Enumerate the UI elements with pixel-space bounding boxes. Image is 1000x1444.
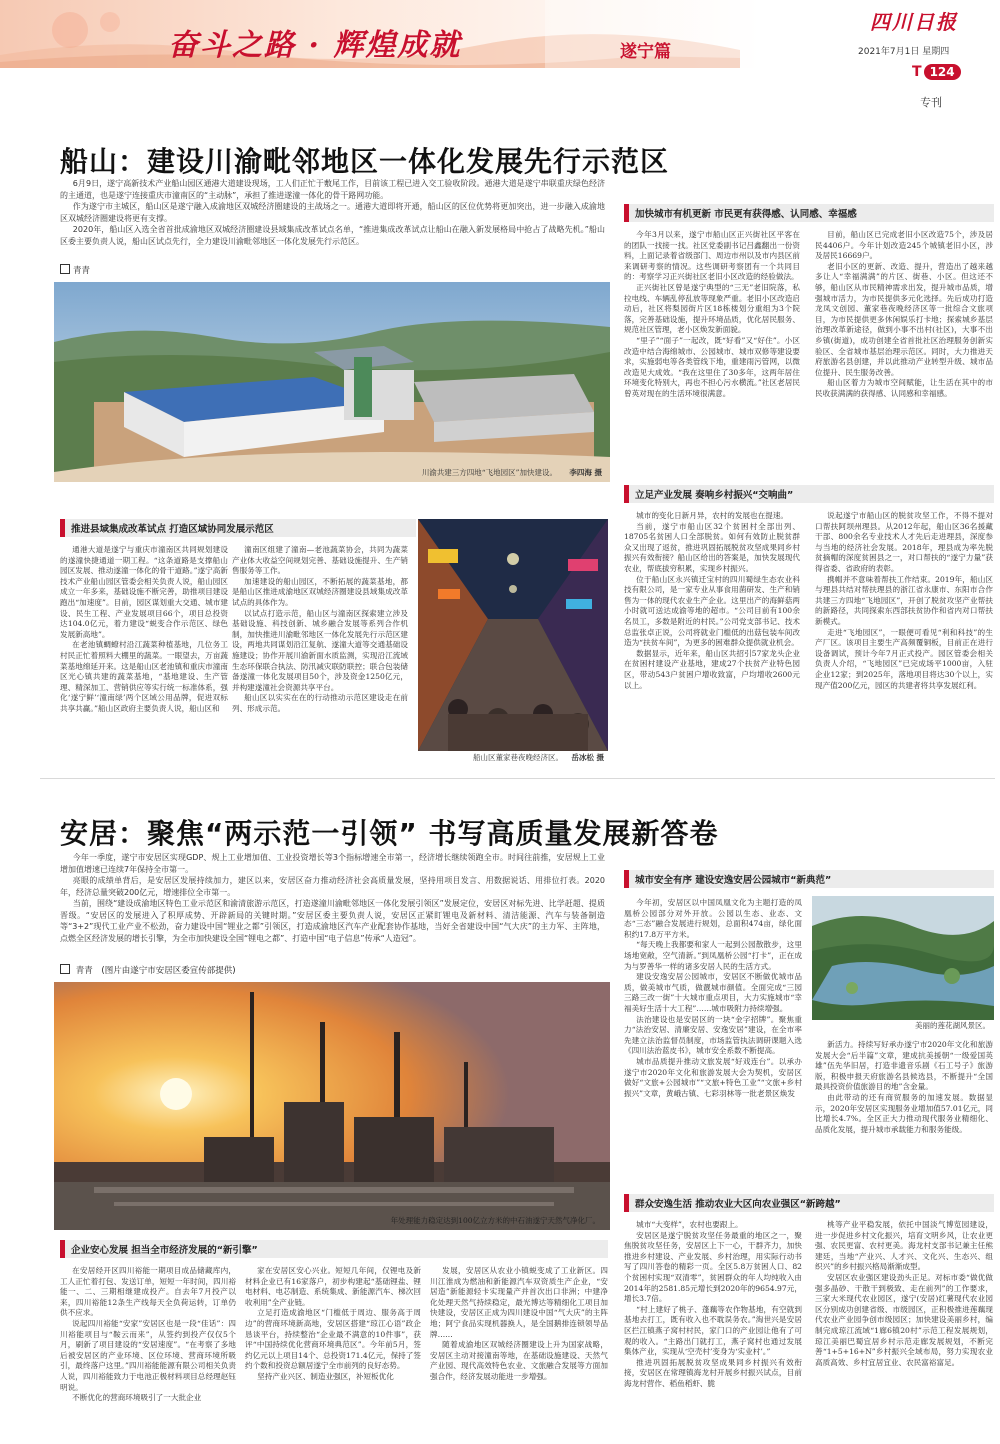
- photographer: 李四海 摄: [569, 468, 602, 477]
- section-marker-icon: [60, 1240, 65, 1258]
- story2-photo2: [812, 896, 994, 1032]
- photo-caption-text: 船山区董家巷夜晚经济区。: [472, 753, 563, 762]
- body-paragraph: 坚持产业兴区、制造业强区，补短板优化: [257, 1371, 394, 1381]
- body-paragraph: 走进“飞地园区”，一眼便可看见“利和科技”的生产厂区。该项目主要生产高频覆铜板，目前正在进行设备调试，预计今年7月正式投产。园区管委会相关负责人介绍，“飞地园区”已完成场平1000亩，入驻企业12家；到2025年，落地项目将达30个以上，实现产值200亿元，园区的共建者将共享发展红利。: [815, 627, 993, 690]
- section-marker-icon: [624, 1194, 629, 1212]
- section-title: 企业安心发展 担当全市经济发展的“新引擎”: [71, 1245, 258, 1256]
- photographer: 岳冰松 摄: [571, 753, 604, 762]
- section-title: 推进县域集成改革试点 打造区域协同发展示范区: [71, 524, 274, 535]
- story2-headline: 安居：聚焦“两示范一引领” 书写高质量发展新答卷: [60, 817, 719, 850]
- page-number-badge: [912, 64, 961, 80]
- night-street-photo: [418, 519, 608, 751]
- section-title: 加快城市有机更新 市民更有获得感、认同感、幸福感: [635, 209, 857, 220]
- body-paragraph: 今年3月以来，遂宁市船山区正兴街社区平客在的团队一找接一找。社区党委副书记吕鑫翻出一份资料，上面记录着省级部门、周边市州以及市内县区前来调研考察的情况。这些调研考察团有一个共同目的：考察学习正兴街社区老旧小区改造的经验做法。: [624, 230, 800, 282]
- body-paragraph: 携帽并不意味着帮扶工作结束。2019年，船山区与理县共结对帮扶理县的浙江省永康市、东阳市合作共建三方四地“飞地园区”，开创了脱贫攻坚产业帮扶的新路径，共同探索东西部扶贫协作和省内对口帮扶新模式。: [815, 574, 993, 626]
- lead-paragraph: 作为遂宁市主城区，船山区是遂宁融入成渝地区双城经济圈建设的主战场之一。通港大道即将开通，船山区的区位优势将更加突出，进一步融入成渝地区双城经济圈建设将更有支撑。: [60, 202, 605, 223]
- story1-photo2: [418, 519, 608, 764]
- body-paragraph: 安居区是遂宁脱贫攻坚任务最重的地区之一，聚焦脱贫攻坚任务，安居区上下一心，干群齐力，加快推进乡村建设、产业发展、乡村治理，用实际行动书写了四川答卷的精彩一页。全区5.8万贫困人口、82个贫困村实现“双清零”，贫困群众的年人均纯收入由2014年的2581.85元增长到2020年的9654.97元，增长3.7倍。: [624, 1230, 802, 1304]
- story1-col4: [815, 230, 993, 478]
- series-title: 奋斗之路 · 辉煌成就: [168, 28, 462, 63]
- body-paragraph: 通港大道是遂宁与重庆市潼南区共同规划建设的遂潼快捷通道一期工程。“这条道路是支撑船山园区发展、推动遂潼一体化的骨干道路。”遂宁高新技术产业船山园区管委会相关负责人说，船山园区成立一年多来，基础设施不断完善，助推项目建设跑出“加速度”。目前，园区谋划重大交通、城市建设、民生工程、产业发展项目66个，项目总投资达104.0亿元，着力建设“蜕变合作示范区、绿色发展新高地”。: [60, 545, 228, 639]
- body-paragraph: 说起四川裕能“安家”安居区也是一段“佳话”：四川裕能项目与“鞍云而来”，从签约到投产仅仅5个月，刷新了项目建设的“安居速度”。“在考察了多地后被安居区的产业环境、区位环境、营商环境所吸引，最终落户这里。”四川裕能能源有限公司相关负责人说，四川裕能致力于电池正极材料项目总经理赵钰明说。: [60, 1318, 236, 1392]
- body-paragraph: 说起遂宁市船山区的脱贫攻坚工作，不得不提对口帮扶阿坝州理县。从2012年起，船山区36名援藏干部、800余名专业技术人才先后走进理县，深度参与当地的经济社会发展。2018年，理县成为率先脱贫摘帽的深度贫困县之一，对口帮扶的“遂宁力量”获得省委、省政府的表彰。: [815, 511, 993, 573]
- page-number: 124: [924, 64, 961, 80]
- page-prefix: T: [912, 64, 922, 80]
- series-subtitle: 遂宁篇: [620, 42, 671, 62]
- story-divider: [40, 778, 995, 779]
- body-paragraph: 城市“大变样”，农村也要跟上。: [636, 1220, 743, 1229]
- body-paragraph: 加速建设的船山园区，不断拓展的蔬菜基地，都是船山区推进成渝地区双城经济圈建设县域集成改革试点的具体作为。: [232, 576, 408, 607]
- body-paragraph: 发展，安居区从农业小镇蜕变成了工业新区。四川江淮成为燃油和新能源汽车双资质生产企业，“安居造”新能源轻卡实现量产并首次出口非洲；中建净化处理天然气持续稳定，最光博达等精细化工项目加快建设，安居区正成为四川建设中国“气大庆”的主阵地；阿宁食品实现机器换人，是全国鹅排连锁领导品牌……: [430, 1266, 608, 1339]
- section-title: 立足产业发展 奏响乡村振兴“交响曲”: [635, 490, 794, 501]
- story1-section2-bar: [624, 204, 994, 222]
- section-marker-icon: [624, 204, 629, 222]
- story2-col4: [624, 898, 802, 1182]
- story1-photo: [54, 282, 610, 482]
- story2-lead: [60, 852, 605, 960]
- body-paragraph: 在老池镇蜩蟟村沿江蔬菜种植基地，几位务工村民正忙着照料大棚里的蔬菜。一眼望去，万亩蔬菜基地绵延开来。这是船山区老池镇和重庆市潼南区光心镇共建的蔬菜基地，“基地建设、生产管理、精深加工、营销供应等实行统一标准体系，强化‘遂宁鲜’‘潼南绿’两个区域公用品牌，促进双标共享共赢。”船山区政府主要负责人说，船山区和: [60, 640, 228, 713]
- story2-author: [60, 964, 236, 976]
- industrial-park-photo: [54, 282, 610, 482]
- body-paragraph: 新活力。持续写好承办遂宁市2020年文化和旅游发展大会“后半篇”文章，建成抗美援朝“一级爱国英雄”伍先华旧居，打造非遗音乐剧《石工号子》旅游版，积极申报天府旅游名县候选县，不断提升“全国最具投资价值旅游目的地”含金量。: [815, 1040, 993, 1092]
- body-paragraph: 潼南区组建了潼南—老池蔬菜协会，共同为蔬菜产业体大收益空间规划完善、基础设施提升、生产销售服务等工作。: [232, 545, 408, 576]
- story2-col3: [430, 1266, 608, 1438]
- lead-paragraph: 今年一季度，遂宁市安居区实现GDP、规上工业增加值、工业投资增长等3个指标增速全市第一，经济增长继续领跑全市。时间往前推，安居规上工业增加值增速已连续7年保持全市第一。: [60, 853, 605, 874]
- banner-decoration: [0, 0, 1000, 70]
- body-paragraph: “里子”“面子”一起改，既“好看”又“好住”。小区改造中结合海绵城市、公园城市、城市双修等建设要求，实施弱电等各类管线下地，重建雨污管网，以微改造见大成效。“我在这里住了30多年，这两年居住环境变化特别大，再也不担心污水横流。”社区老居民曾英对现在的生活环境很满意。: [624, 335, 800, 398]
- section-marker-icon: [624, 870, 629, 888]
- story2-col2: [245, 1266, 421, 1438]
- story2-col6: [624, 1220, 802, 1438]
- lead-paragraph: 亮眼的成绩单背后，是安居区发展持续加力，建区以来，安居区奋力推动经济社会高质量发展，坚持用项目发言、用数据说话、用排位打表。2020年，经济总量突破200亿元，增速排位全市第一。: [60, 876, 605, 897]
- story2-photo2-caption: 美丽的莲花湖风景区。: [812, 1020, 994, 1032]
- body-paragraph: 桃等产业平稳发展，依托中国淡气博览园建设，进一步促进乡村文化振兴，培育文明乡风，让农业更强、农民更富、农村更美。海龙村支部书记兼主任熊建廷，当地“产业兴、人才兴、文化兴、生态兴、组织兴”的乡村振兴格局渐渐成型。: [815, 1220, 993, 1272]
- issue-date: 2021年7月1日 星期四: [858, 47, 950, 57]
- section-title: 群众安逸生活 推动农业大区向农业强区“新跨越”: [635, 1199, 841, 1210]
- body-paragraph: 今年初，安居区以中国凤凰文化为主题打造的凤凰桥公园部分对外开放。公园以生态、业态、文态“三态”融合发展进行规划，总面积474亩，绿化面积约17.8万平方米。: [624, 898, 802, 939]
- masthead-banner: [0, 0, 1000, 140]
- author-note: (图片由遂宁市安居区委宣传部提供): [101, 966, 236, 976]
- lead-paragraph: 当前，围绕“建设成渝地区特色工业示范区和渝清旅游示范区，打造遂潼川渝毗邻地区一体化发展引领区”发展定位，安居区对标先进、比学赶超、提质晋级。“安居区的发展进入了积厚成势、开辟新局的关键时期。”安居区委主要负责人说，安居区正紧盯锂电及新材料、清洁能源、汽车与装备制造等“3+2”现代工业产业不松劲，奋力建设中国“锂业之都”引领区，打造成渝地区汽车产业配套协作基地，当好全省建设中国“气大庆”的主力军、主阵地，点燃全区经济发展的增长引擎，为全市加快建设全国“锂电之都”、打造中国“电子信息”传承“人造冠”。: [60, 899, 605, 943]
- lake-scenery-photo: [812, 896, 994, 1020]
- section-marker-icon: [624, 485, 629, 503]
- body-paragraph: “每天晚上我都要和家人一起到公园散散步，这里场地宽敞，空气清新。”到凤凰桥公园“打卡”，正在成为与罗善华一样的诸多安居人民的生活方式。: [624, 940, 802, 971]
- story1-col5: [624, 511, 800, 766]
- body-paragraph: 城市品质提升推动文旅发展“好戏连台”。以承办遂宁市2020年文化和旅游发展大会为契机，安居区做好“文旅+公园城市”“文旅+特色工业”“文旅+乡村振兴”文章，黄峨古镇、七彩羽林等一批老景区焕发: [624, 1056, 802, 1098]
- body-paragraph: 法治建设也是安居区的一块“金字招牌”。聚焦重力“法治安居、清廉安居、安逸安居”建设，在全市率先建立法治监督员制度，市场监管执法调研课题入选《四川法治蓝皮书》，城市安全系数不断提高。: [624, 1014, 802, 1056]
- story1-section3-bar: [624, 485, 994, 503]
- body-paragraph: 以试点打造示范，船山区与潼南区探索建立涉及基础设施、科技创新、城乡融合发展等系列合作机制，加快推进川渝毗邻地区一体化发展先行示范区建设，两地共同谋划沿江复航、遂潼大道等交通基础设施建设；协作开展川渝新面水质监测，实现沿江流域生态环保联合执法、防汛减灾联防联控；联合包装储备遂潼一体化发展项目50个，涉及资金1250亿元，并构建遂潼社会资源共享平台。: [232, 608, 408, 692]
- body-paragraph: “村上建好了桃子、蓬藕等农作物基地，有空就到基地去打工，既有收入也不耽误务农。”淘世兴是安居区拦江镇燕子窝村村民，家门口的产业园让他有了可观的收入。“主路出门就打工，燕子窝村也通过发展集体产业，实现从‘空壳村’变身为‘实业村’。”: [624, 1304, 802, 1357]
- story1-photo-caption: [422, 467, 602, 478]
- body-paragraph: 船山区以实实在在的行动推动示范区建设走在前列、形成示范。: [232, 693, 408, 713]
- story1-section1-bar: [60, 519, 416, 537]
- photo-caption-text: 川渝共建三方四地“飞地园区”加快建设。: [421, 468, 557, 477]
- story2-photo-caption: 年处理能力稳定达到100亿立方米的中石油遂宁天然气净化厂。: [390, 1216, 600, 1225]
- section-marker-icon: [60, 519, 65, 537]
- story2-section3-bar: [624, 1194, 994, 1212]
- story1-col6: [815, 511, 993, 766]
- story1-col1: [60, 545, 228, 767]
- story2-col7: [815, 1220, 993, 1438]
- story1-photo2-caption: [418, 751, 608, 764]
- story2-section1-bar: [60, 1240, 608, 1258]
- body-paragraph: 由此带动的还有商贸服务的加速发展。数据显示，2020年安居区实现服务业增加值57.01亿元，同比增长4.7%。全区正大力推动现代服务业精细化、品质化发展，提升城市承载能力和服务能级。: [815, 1092, 993, 1134]
- body-paragraph: 老旧小区的更新、改造、提升，营造出了越来越多让人“幸福满满”的片区、街巷、小区。但这还不够，船山区从市民精神需求出发，提升城市品质，增强城市活力，为市民提供多元化选择。先后成功打造龙凤文创园、董家巷夜晚经济区等一批综合文旅项目，为市民提供更多休闲娱乐打卡地；探索城乡基层治理改革新途径，做到小事不出村(社区)，大事不出乡镇(街道)，成功创建全省首批社区治理服务创新实验区、全省城市基层治理示范区。同时，大力推进天府旅游名县创建，并以此推动产业转型升级、城市品位提升、民生服务改善。: [815, 261, 993, 377]
- story1-headline: 船山：建设川渝毗邻地区一体化发展先行示范区: [60, 145, 670, 178]
- story2-col1: [60, 1266, 236, 1438]
- author-name: 青青: [75, 966, 93, 976]
- body-paragraph: 不断优化的营商环境吸引了一大批企业: [72, 1393, 202, 1403]
- gas-plant-photo: [54, 982, 610, 1230]
- body-paragraph: 目前，船山区已完成老旧小区改造75个，涉及居民4406户。今年计划改造245个城镇老旧小区，涉及居民16669户。: [815, 230, 993, 261]
- body-paragraph: 数据显示，近年来，船山区共招引57家龙头企业在贫困村建设产业基地，建成27个扶贫产业特色园区，带动543户贫困户增收致富，户均增收2600元以上。: [624, 648, 800, 690]
- body-paragraph: 随着成渝地区双城经济圈建设上升为国家战略，安居区主动对接潼南等地，在基础设施建设、天然气产业园、现代高效特色农业、文旅融合发展等方面加强合作，经济发展动能进一步增强。: [430, 1340, 608, 1381]
- body-paragraph: 家在安居区安心兴业。短短几年间，仅锂电及新材料企业已有16家落户，初步构建起“基础锂盐、锂电材料、电芯制造、系统集成、新能源汽车、梯次回收利用”全产业链。: [245, 1266, 421, 1307]
- story1-col2: [232, 545, 408, 767]
- body-paragraph: 推进巩固拓展脱贫攻坚成果同乡村振兴有效衔接，安居区在常理镇海龙村开展乡村振兴试点，目前海龙村营作、稻鱼稻虾、脆: [624, 1357, 802, 1388]
- body-paragraph: 船山区着力为城市空间赋能，让生活在其中的市民收获满满的获得感、认同感和幸福感。: [815, 378, 993, 398]
- story2-photo: [54, 982, 610, 1230]
- body-paragraph: 立足打造成渝地区“门槛低于周边、服务高于周边”的营商环境新高地，安居区搭建“琼江心语”政企恳谈平台，持续整治“企业最不满意的10件事”，获评“中国持续优化营商环境典范区”。今年前5月，签约亿元以上项目14个、总投资171.4亿元，保持了签约个数和投资总额居遂宁全市前列的良好态势。: [245, 1308, 421, 1371]
- lead-paragraph: 6月9日，遂宁高新技术产业船山园区通港大道建设现场，工人们正忙于敷尾工作，目前该工程已进入交工验收阶段。通港大道是遂宁串联重庆绿色经济的主通道，也是遂宁连接重庆市潼南区的“主动脉”，承担了推进遂潼一体化的骨干路网功能。: [60, 179, 605, 200]
- body-paragraph: 在安居经开区四川裕能一期项目成品储藏库内，工人正忙着打包、发送订单，短短一年时间，四川裕能一、二、三期相继建成投产。自去年7月投产以来，四川裕能12条生产线每天全负荷运转，订单仍供不应求。: [60, 1266, 236, 1318]
- body-paragraph: 城市的变化日新月异，农村的发展也在提速。: [636, 511, 789, 520]
- story1-lead: [60, 178, 605, 258]
- body-paragraph: 位于船山区永兴镇迁宝村的四川蜀绿生态农业科技有限公司，是一家专业从事食用菌研发、生产和销售为一体的现代农业生产企业。这里出产的海鲜菇两小时就可送达成渝等地的超市。“公司目前有100余名员工，多数是附近的村民。”公司党支部书记、技术总监张卓正说，公司将就业门槛低的出菇包装车间改造为“扶贫车间”，为更多的困难群众提供就业机会。: [624, 574, 800, 648]
- paper-logo: 四川日报: [870, 10, 958, 34]
- section-label: 专刊: [920, 96, 942, 109]
- body-paragraph: 建设安逸安居公园城市，安居区不断做优城市品质，做美城市气质，做靓城市颜值。全面完成“三园三路三改一街”十大城市重点项目，大力实施城市“幸福美好生活十大工程”……城市吸附力持续增强。: [624, 972, 802, 1013]
- body-paragraph: 正兴街社区曾是遂宁典型的“三无”老旧院落，私拉电线、车辆乱停乱放等现象严重。老旧小区改造启动后，社区将梨园街片区18栋楼划分重组为3个院落，完善基础设施，提升环境品质，优化居民服务、规范社区管理，老小区焕发新面貌。: [624, 282, 800, 335]
- section-title: 城市安全有序 建设安逸安居公园城市“新典范”: [635, 875, 832, 886]
- story2-col5: [815, 1040, 993, 1182]
- lead-paragraph: 2020年，船山区入选全省首批成渝地区双城经济圈建设县域集成改革试点名单，“推进集成改革试点让船山在融入新发展格局中抢占了战略先机。”船山区委主要负责人说，船山区试点先行，全力建设川渝毗邻地区一体化发展先行示范区。: [60, 225, 605, 246]
- story1-col3: [624, 230, 800, 478]
- body-paragraph: 安居区农业强区建设劲头正足。对标市委“做优做强多晶砂、干散干到极致、走在前列”的工作要求，三家大米现代农业园区，遂宁(安居)红薯现代农业园区分别成功创建省级、市级园区，正积极推进莲藕现代农业产业园争创市级园区；加快建设美丽乡村，编制完成琼江流域“1廊6镇20村”示范工程发展规划，琼江美丽巴蜀宜居乡村示范走廊发展规划，不断完善“1+5+16+N”乡村振兴全域布局，努力实现农业高质高效、乡村宜居宜业、农民富裕富足。: [815, 1272, 993, 1367]
- story1-author: 青青: [60, 264, 90, 276]
- story2-section2-bar: [624, 870, 994, 888]
- body-paragraph: 当前，遂宁市船山区32个贫困村全部出列、18705名贫困人口全部脱贫。如何有效防止脱贫群众又出现了返贫，推进巩固拓展脱贫攻坚成果同乡村振兴有效衔接？船山区给出的答案是，加快发展现代农业，帮底拔穷积累，实现乡村振兴。: [624, 521, 800, 573]
